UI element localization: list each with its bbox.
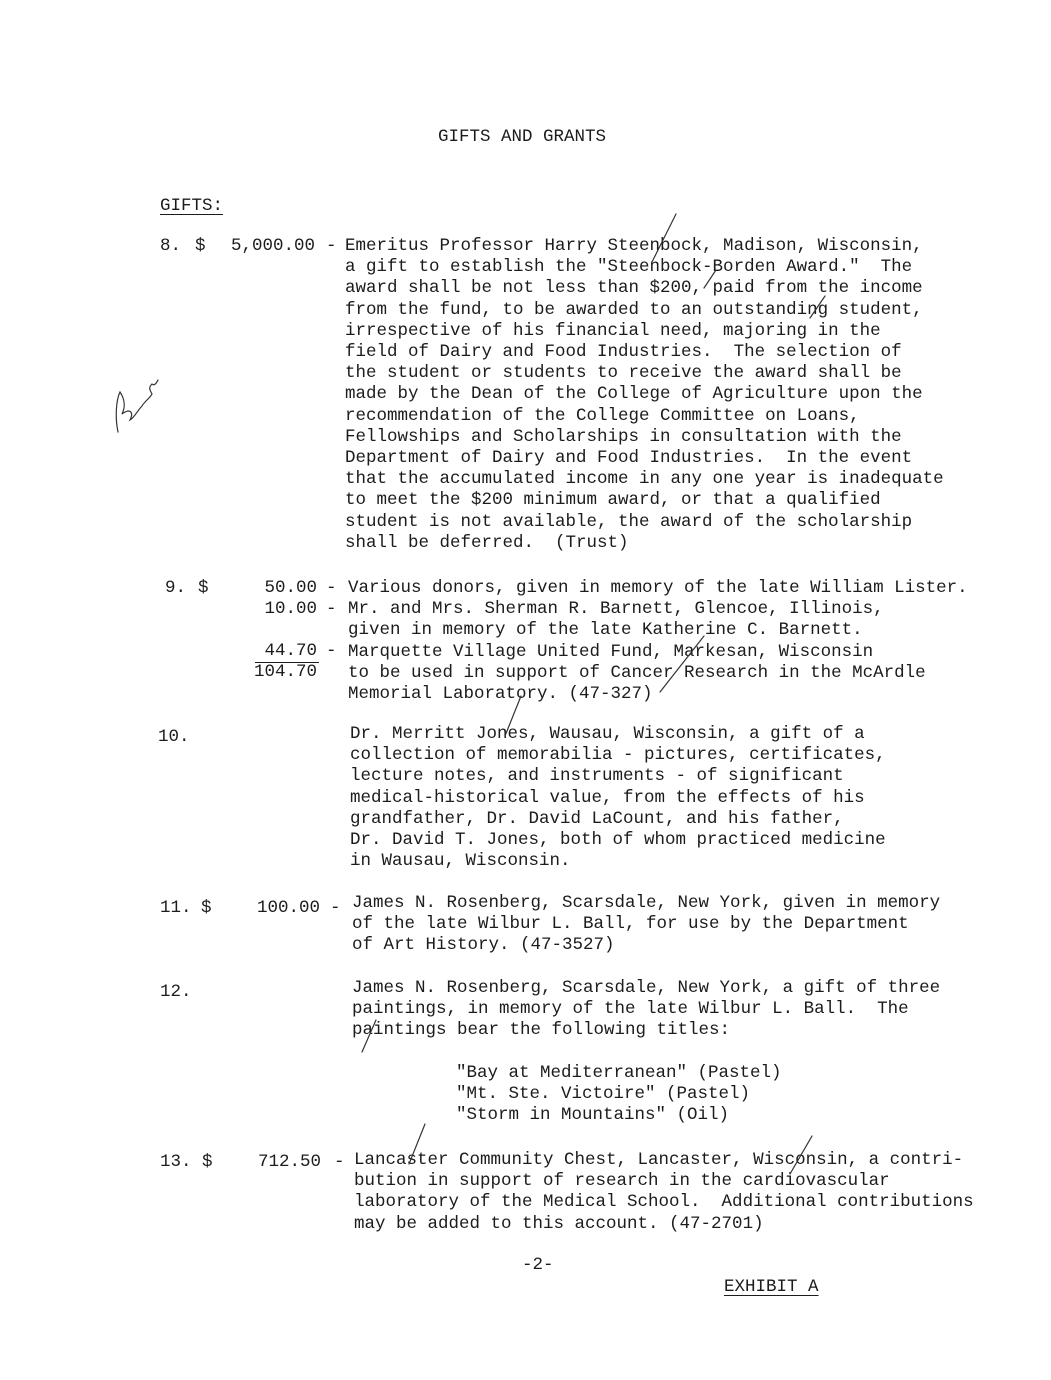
painting-title: "Bay at Mediterranean" (Pastel) <box>456 1063 782 1083</box>
description-line: Marquette Village United Fund, Markesan, Wisconsin <box>348 641 874 662</box>
entry-number: 13. <box>160 1152 192 1172</box>
dollar-sign: $ <box>202 1152 213 1172</box>
description-line: that the accumulated income in any one year is inadequate <box>345 469 944 490</box>
dollar-sign: $ <box>198 578 209 598</box>
description-line: award shall be not less than $200, paid from the income <box>345 278 923 299</box>
description-line: Dr. David T. Jones, both of whom practiced medicine <box>350 830 886 851</box>
amount: 712.50 <box>257 1152 321 1172</box>
entry-description <box>345 236 944 554</box>
description-line: to be used in support of Cancer Research in the McArdle <box>348 662 926 683</box>
description-line: Mr. and Mrs. Sherman R. Barnett, Glencoe, Illinois, <box>348 599 884 620</box>
description-line: grandfather, Dr. David LaCount, and his father, <box>350 808 844 829</box>
description-line: student is not available, the award of the scholarship <box>345 511 913 532</box>
description-line: paintings, in memory of the late Wilbur L. Ball. The <box>352 999 909 1020</box>
amount-dash: - <box>326 578 337 598</box>
description-line: Dr. Merritt Jones, Wausau, Wisconsin, a gift of a <box>350 724 865 744</box>
amount: 50.00 <box>264 578 317 598</box>
description-line: lecture notes, and instruments - of significant <box>350 766 844 787</box>
description-line: Memorial Laboratory. (47-327) <box>348 684 653 705</box>
description-line: of Art History. (47-3527) <box>352 935 615 956</box>
description-line: from the fund, to be awarded to an outstanding student, <box>345 299 923 320</box>
entry-description <box>352 893 940 957</box>
description-line: irrespective of his financial need, majoring in the <box>345 320 881 341</box>
page-number: -2- <box>522 1255 554 1275</box>
painting-titles <box>456 1063 782 1127</box>
description-line: to meet the $200 minimum award, or that a qualified <box>345 490 881 511</box>
margin-initials-scribble <box>116 380 158 432</box>
dollar-sign: $ <box>195 236 206 256</box>
description-line: paintings bear the following titles: <box>352 1020 731 1041</box>
description-line: Various donors, given in memory of the late William Lister. <box>348 578 968 598</box>
description-line: medical-historical value, from the effects of his <box>350 787 865 808</box>
entry-number: 10. <box>158 727 190 747</box>
description-line: Lancaster Community Chest, Lancaster, Wisconsin, a contri- <box>354 1150 964 1170</box>
description-line: in Wausau, Wisconsin. <box>350 851 571 872</box>
amount-dash: - <box>326 236 337 256</box>
total-amount: 104.70 <box>253 662 317 682</box>
description-line: Department of Dairy and Food Industries. In the event <box>345 448 913 469</box>
exhibit-label: EXHIBIT A <box>724 1277 819 1297</box>
amount-dash: - <box>330 898 341 918</box>
description-line: Fellowships and Scholarships in consultation with the <box>345 426 902 447</box>
amount: 100.00 <box>256 898 320 918</box>
painting-title: "Mt. Ste. Victoire" (Pastel) <box>456 1084 751 1105</box>
description-line: given in memory of the late Katherine C. Barnett. <box>348 620 863 641</box>
amount-dash: - <box>326 599 337 619</box>
section-heading-gifts: GIFTS: <box>160 196 224 216</box>
description-line: bution in support of research in the cardiovascular <box>354 1171 890 1192</box>
description-line: field of Dairy and Food Industries. The selection of <box>345 342 902 363</box>
description-line: the student or students to receive the award shall be <box>345 363 902 384</box>
entry-description <box>350 724 886 872</box>
description-line: recommendation of the College Committee on Loans, <box>345 405 860 426</box>
description-line: collection of memorabilia - pictures, certificates, <box>350 745 886 766</box>
description-line: of the late Wilbur L. Ball, for use by the Department <box>352 914 909 935</box>
description-line: Emeritus Professor Harry Steenbock, Madison, Wisconsin, <box>345 236 923 256</box>
entry-number: 12. <box>160 982 192 1002</box>
page-title: GIFTS AND GRANTS <box>438 127 607 147</box>
entry-number: 11. <box>160 898 192 918</box>
entry-number: 8. <box>160 236 182 256</box>
amount-dash: - <box>334 1152 345 1172</box>
entry-number: 9. <box>165 578 187 598</box>
amount: 5,000.00 <box>230 236 315 256</box>
description-line: made by the Dean of the College of Agriculture upon the <box>345 384 923 405</box>
amount: 10.00 <box>264 599 317 619</box>
amount: 44.70 <box>264 641 317 661</box>
description-line: laboratory of the Medical School. Additional contributions <box>354 1192 974 1213</box>
description-line: may be added to this account. (47-2701) <box>354 1213 764 1234</box>
dollar-sign: $ <box>201 898 212 918</box>
entry-description <box>352 978 940 1042</box>
description-line: shall be deferred. (Trust) <box>345 532 629 553</box>
description-line: a gift to establish the "Steenbock-Borden Award." The <box>345 257 913 278</box>
description-line: James N. Rosenberg, Scarsdale, New York, a gift of three <box>352 978 941 998</box>
description-line: James N. Rosenberg, Scarsdale, New York, given in memory <box>352 893 941 913</box>
entry-description <box>348 578 968 705</box>
amount-dash: - <box>326 641 337 661</box>
painting-title: "Storm in Mountains" (Oil) <box>456 1105 730 1126</box>
entry-description <box>354 1150 974 1235</box>
